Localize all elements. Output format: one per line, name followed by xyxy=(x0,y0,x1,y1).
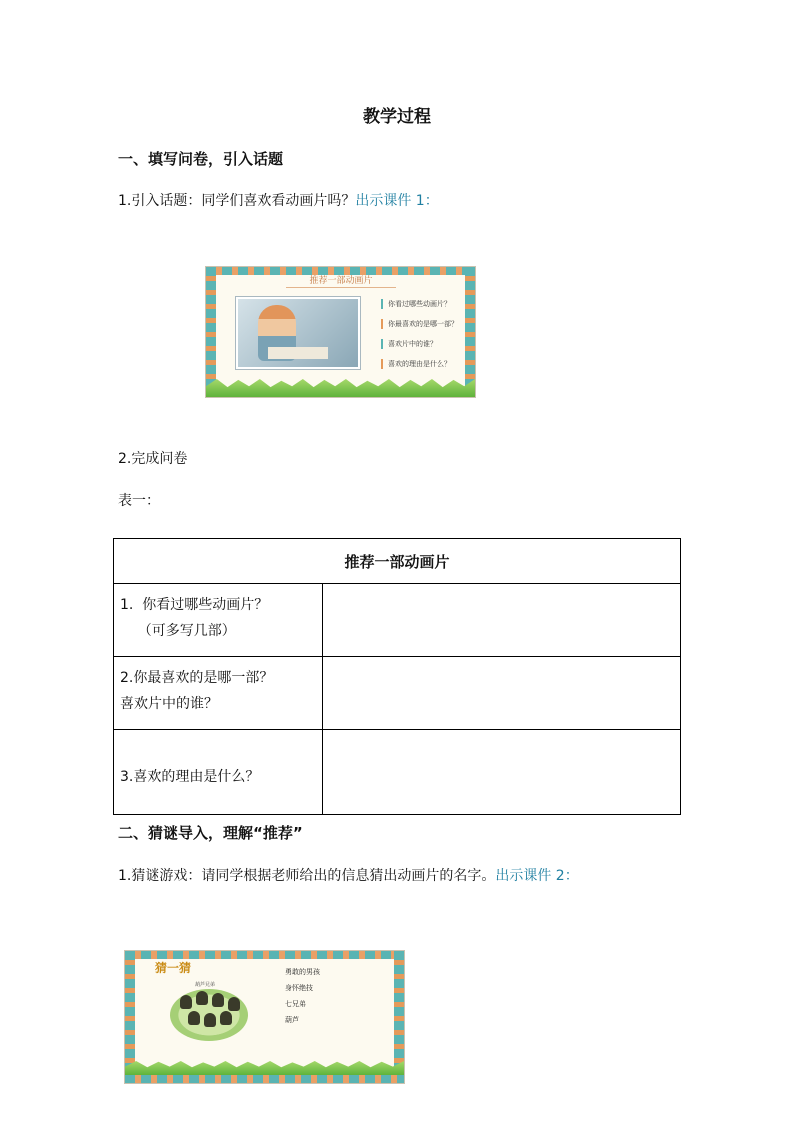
question-line: 3.喜欢的理由是什么？ xyxy=(120,769,260,785)
section-heading-2: 二、猜谜导入，理解“推荐” xyxy=(118,824,303,842)
paragraph-intro xyxy=(118,190,439,210)
slide-question: 喜欢的理由是什么？ xyxy=(381,359,451,369)
table-question-cell xyxy=(114,584,323,657)
brother-figure xyxy=(180,995,192,1009)
book-shape xyxy=(268,347,328,359)
question-line: （可多写几部） xyxy=(120,623,236,639)
slide-title: 猜一猜 xyxy=(155,961,192,975)
slide-question: 你最喜欢的是哪一部？ xyxy=(381,319,458,329)
grass-decoration xyxy=(206,379,475,397)
brother-figure xyxy=(196,991,208,1005)
brother-figure xyxy=(188,1011,200,1025)
courseware-link-1[interactable]: 出示课件 1： xyxy=(355,193,439,209)
table-question-cell xyxy=(114,657,323,730)
paragraph-riddle xyxy=(118,865,579,885)
table-row xyxy=(114,584,681,657)
calabash-brothers-illustration xyxy=(170,989,248,1041)
brother-figure xyxy=(212,993,224,1007)
slide-bottom-border xyxy=(125,1075,404,1083)
riddle-line: 勇敢的男孩 xyxy=(285,968,320,976)
riddle-line: 葫芦 xyxy=(285,1016,299,1024)
slide-question: 喜欢片中的谁？ xyxy=(381,339,437,349)
slide-title: 推荐一部动画片 xyxy=(286,273,396,288)
brother-figure xyxy=(220,1011,232,1025)
table-question-cell xyxy=(114,730,323,815)
page-title: 教学过程 xyxy=(363,107,431,127)
survey-table xyxy=(113,538,681,815)
slide-right-border xyxy=(465,267,475,397)
question-line: 2.你最喜欢的是哪一部？ xyxy=(120,670,274,686)
table-header: 推荐一部动画片 xyxy=(114,539,681,584)
question-line: 喜欢片中的谁？ xyxy=(120,696,218,712)
table-row xyxy=(114,730,681,815)
table-caption: 表一： xyxy=(118,493,160,509)
courseware-link-2[interactable]: 出示课件 2： xyxy=(495,868,579,884)
section-heading-1: 一、填写问卷，引入话题 xyxy=(118,150,284,168)
slide-left-border xyxy=(206,267,216,397)
table-row xyxy=(114,657,681,730)
courseware-slide-1 xyxy=(205,266,476,398)
riddle-line: 身怀绝技 xyxy=(285,984,313,992)
table-header-row xyxy=(114,539,681,584)
riddle-line: 七兄弟 xyxy=(285,1000,306,1008)
brother-figure xyxy=(204,1013,216,1027)
child-reading-photo xyxy=(236,297,360,369)
grass-decoration xyxy=(125,1061,404,1075)
table-answer-cell[interactable] xyxy=(323,584,681,657)
table-answer-cell[interactable] xyxy=(323,657,681,730)
slide-top-border xyxy=(125,951,404,959)
brother-figure xyxy=(228,997,240,1011)
question-line: 1. 你看过哪些动画片？ xyxy=(120,597,269,613)
paragraph-riddle-text: 1.猜谜游戏：请同学根据老师给出的信息猜出动画片的名字。 xyxy=(118,868,496,884)
slide-question: 你看过哪些动画片？ xyxy=(381,299,451,309)
courseware-slide-2 xyxy=(124,950,405,1084)
paragraph-complete-survey: 2.完成问卷 xyxy=(118,451,188,467)
slide-caption: 葫芦兄弟 xyxy=(195,982,216,988)
paragraph-intro-text: 1.引入话题：同学们喜欢看动画片吗？ xyxy=(118,193,356,209)
table-answer-cell[interactable] xyxy=(323,730,681,815)
